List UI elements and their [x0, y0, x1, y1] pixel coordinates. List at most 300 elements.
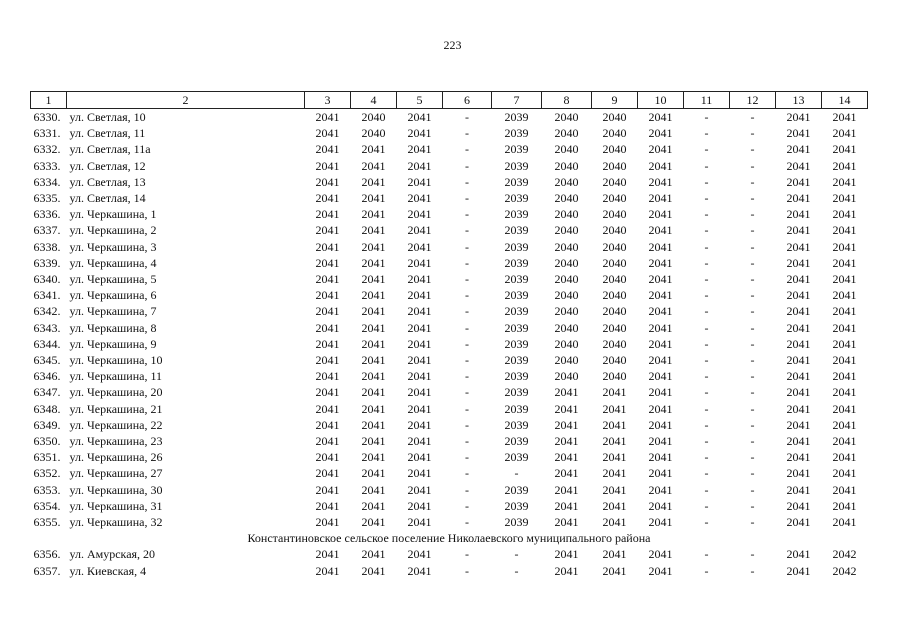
- year-cell-14: 2041: [832, 417, 857, 432]
- year-cell-13: 2041: [786, 498, 811, 513]
- year-cell-4: 2041: [361, 142, 386, 157]
- year-cell-14: 2041: [832, 191, 857, 206]
- year-cell-9: 2041: [602, 385, 627, 400]
- year-cell-7: 2039: [504, 450, 529, 465]
- year-cell-7: 2039: [504, 482, 529, 497]
- table-row: [31, 239, 868, 255]
- year-cell-10: 2041: [648, 158, 673, 173]
- year-cell-10: 2041: [648, 272, 673, 287]
- year-cell-7: 2039: [504, 515, 529, 530]
- year-cell-10: 2041: [648, 547, 673, 562]
- table-row: [31, 498, 868, 514]
- year-cell-7: -: [514, 466, 519, 481]
- year-cell-4: 2041: [361, 385, 386, 400]
- year-cell-12: -: [750, 482, 755, 497]
- year-cell-11: -: [704, 450, 709, 465]
- year-cell-14: 2041: [832, 223, 857, 238]
- year-cell-11: -: [704, 515, 709, 530]
- address-cell: ул. Киевская, 4: [69, 563, 147, 578]
- year-cell-6: -: [465, 401, 469, 416]
- year-cell-9: 2041: [602, 547, 627, 562]
- year-cell-6: -: [465, 369, 469, 384]
- year-cell-6: -: [465, 272, 469, 287]
- year-cell-5: 2041: [407, 369, 432, 384]
- year-cell-10: 2041: [648, 434, 673, 449]
- year-cell-14: 2041: [832, 320, 857, 335]
- year-cell-9: 2040: [602, 174, 627, 189]
- table-body: [31, 92, 868, 579]
- column-header-13: 13: [776, 92, 822, 109]
- year-cell-10: 2041: [648, 563, 673, 578]
- table-row: [31, 206, 868, 222]
- table-row: [31, 174, 868, 190]
- year-cell-13: 2041: [786, 385, 811, 400]
- year-cell-3: 2041: [315, 110, 340, 124]
- year-cell-8: 2040: [554, 304, 579, 319]
- year-cell-5: 2041: [407, 304, 432, 319]
- year-cell-10: 2041: [648, 353, 673, 368]
- address-cell: ул. Черкашина, 26: [69, 450, 163, 465]
- year-cell-14: 2041: [832, 142, 857, 157]
- year-cell-11: -: [704, 482, 709, 497]
- year-cell-9: 2041: [602, 401, 627, 416]
- year-cell-9: 2040: [602, 239, 627, 254]
- year-cell-8: 2041: [554, 385, 579, 400]
- year-cell-12: -: [750, 401, 755, 416]
- table-row: [31, 401, 868, 417]
- year-cell-5: 2041: [407, 450, 432, 465]
- year-cell-12: -: [750, 385, 755, 400]
- year-cell-14: 2041: [832, 369, 857, 384]
- year-cell-9: 2040: [602, 369, 627, 384]
- row-number: 6356.: [33, 547, 61, 562]
- year-cell-14: 2041: [832, 304, 857, 319]
- year-cell-11: -: [704, 547, 709, 562]
- table-row: [31, 303, 868, 319]
- year-cell-8: 2040: [554, 191, 579, 206]
- year-cell-12: -: [750, 304, 755, 319]
- year-cell-7: -: [514, 563, 519, 578]
- year-cell-11: -: [704, 320, 709, 335]
- year-cell-6: -: [465, 515, 469, 530]
- year-cell-8: 2041: [554, 434, 579, 449]
- year-cell-8: 2040: [554, 336, 579, 351]
- year-cell-6: -: [465, 336, 469, 351]
- year-cell-4: 2041: [361, 498, 386, 513]
- year-cell-8: 2040: [554, 255, 579, 270]
- year-cell-5: 2041: [407, 223, 432, 238]
- year-cell-14: 2041: [832, 110, 857, 124]
- year-cell-13: 2041: [786, 563, 811, 578]
- year-cell-7: 2039: [504, 174, 529, 189]
- table-row: [31, 271, 868, 287]
- year-cell-6: -: [465, 223, 469, 238]
- row-number: 6336.: [33, 207, 61, 222]
- year-cell-11: -: [704, 272, 709, 287]
- year-cell-7: 2039: [504, 434, 529, 449]
- column-header-12: 12: [730, 92, 776, 109]
- year-cell-12: -: [750, 369, 755, 384]
- year-cell-13: 2041: [786, 547, 811, 562]
- year-cell-8: 2040: [554, 174, 579, 189]
- year-cell-12: -: [750, 450, 755, 465]
- row-number: 6342.: [33, 304, 61, 319]
- table-row: [31, 465, 868, 481]
- year-cell-6: -: [465, 158, 469, 173]
- year-cell-8: 2041: [554, 450, 579, 465]
- section-title: Константиновское сельское поселение Николаевского муниципального района: [247, 531, 651, 546]
- year-cell-5: 2041: [407, 466, 432, 481]
- year-cell-9: 2040: [602, 336, 627, 351]
- year-cell-4: 2041: [361, 336, 386, 351]
- year-cell-6: -: [465, 288, 469, 303]
- year-cell-10: 2041: [648, 142, 673, 157]
- year-cell-9: 2041: [602, 466, 627, 481]
- row-number: 6345.: [33, 353, 61, 368]
- year-cell-5: 2041: [407, 191, 432, 206]
- year-cell-13: 2041: [786, 450, 811, 465]
- address-cell: ул. Светлая, 14: [69, 191, 146, 206]
- year-cell-14: 2041: [832, 174, 857, 189]
- row-number: 6332.: [33, 142, 61, 157]
- address-cell: ул. Черкашина, 27: [69, 466, 163, 481]
- year-cell-5: 2041: [407, 482, 432, 497]
- address-cell: ул. Светлая, 12: [69, 158, 146, 173]
- year-cell-11: -: [704, 304, 709, 319]
- year-cell-11: -: [704, 563, 709, 578]
- year-cell-9: 2040: [602, 272, 627, 287]
- year-cell-5: 2041: [407, 417, 432, 432]
- year-cell-4: 2040: [361, 110, 386, 124]
- row-number: 6330.: [33, 110, 61, 124]
- year-cell-5: 2041: [407, 401, 432, 416]
- year-cell-8: 2040: [554, 272, 579, 287]
- year-cell-14: 2041: [832, 353, 857, 368]
- year-cell-14: 2041: [832, 385, 857, 400]
- year-cell-5: 2041: [407, 498, 432, 513]
- table-row: [31, 433, 868, 449]
- year-cell-14: 2041: [832, 207, 857, 222]
- year-cell-11: -: [704, 191, 709, 206]
- address-cell: ул. Черкашина, 11: [69, 369, 163, 384]
- year-cell-13: 2041: [786, 417, 811, 432]
- year-cell-3: 2041: [315, 563, 340, 578]
- year-cell-3: 2041: [315, 239, 340, 254]
- year-cell-4: 2041: [361, 191, 386, 206]
- year-cell-9: 2041: [602, 482, 627, 497]
- row-number: 6357.: [33, 563, 61, 578]
- row-number: 6333.: [33, 158, 61, 173]
- year-cell-9: 2041: [602, 434, 627, 449]
- year-cell-9: 2040: [602, 304, 627, 319]
- year-cell-6: -: [465, 385, 469, 400]
- year-cell-10: 2041: [648, 417, 673, 432]
- row-number: 6352.: [33, 466, 61, 481]
- year-cell-10: 2041: [648, 126, 673, 141]
- year-cell-3: 2041: [315, 142, 340, 157]
- year-cell-6: -: [465, 191, 469, 206]
- year-cell-7: 2039: [504, 158, 529, 173]
- year-cell-9: 2040: [602, 191, 627, 206]
- year-cell-13: 2041: [786, 158, 811, 173]
- year-cell-6: -: [465, 304, 469, 319]
- year-cell-5: 2041: [407, 547, 432, 562]
- year-cell-8: 2041: [554, 498, 579, 513]
- table-row: [31, 417, 868, 433]
- year-cell-12: -: [750, 353, 755, 368]
- year-cell-6: -: [465, 417, 469, 432]
- year-cell-14: 2041: [832, 498, 857, 513]
- year-cell-3: 2041: [315, 482, 340, 497]
- year-cell-12: -: [750, 191, 755, 206]
- year-cell-6: -: [465, 174, 469, 189]
- year-cell-7: 2039: [504, 498, 529, 513]
- year-cell-8: 2040: [554, 110, 579, 124]
- row-number: 6343.: [33, 320, 61, 335]
- year-cell-11: -: [704, 158, 709, 173]
- year-cell-13: 2041: [786, 142, 811, 157]
- year-cell-6: -: [465, 563, 469, 578]
- table-row: [31, 563, 868, 579]
- year-cell-4: 2041: [361, 288, 386, 303]
- row-number: 6349.: [33, 417, 61, 432]
- year-cell-14: 2041: [832, 126, 857, 141]
- year-cell-13: 2041: [786, 207, 811, 222]
- year-cell-10: 2041: [648, 369, 673, 384]
- year-cell-13: 2041: [786, 353, 811, 368]
- year-cell-12: -: [750, 434, 755, 449]
- year-cell-4: 2041: [361, 174, 386, 189]
- year-cell-5: 2041: [407, 174, 432, 189]
- year-cell-11: -: [704, 110, 709, 124]
- year-cell-11: -: [704, 434, 709, 449]
- year-cell-3: 2041: [315, 353, 340, 368]
- year-cell-14: 2041: [832, 272, 857, 287]
- column-header-7: 7: [492, 92, 542, 109]
- year-cell-14: 2041: [832, 515, 857, 530]
- year-cell-3: 2041: [315, 255, 340, 270]
- year-cell-3: 2041: [315, 158, 340, 173]
- address-cell: ул. Черкашина, 2: [69, 223, 157, 238]
- year-cell-12: -: [750, 110, 755, 124]
- year-cell-12: -: [750, 466, 755, 481]
- row-number: 6335.: [33, 191, 61, 206]
- year-cell-3: 2041: [315, 498, 340, 513]
- year-cell-8: 2040: [554, 369, 579, 384]
- year-cell-13: 2041: [786, 255, 811, 270]
- year-cell-14: 2041: [832, 288, 857, 303]
- year-cell-13: 2041: [786, 401, 811, 416]
- row-number: 6350.: [33, 434, 61, 449]
- table-row: [31, 449, 868, 465]
- year-cell-12: -: [750, 547, 755, 562]
- year-cell-13: 2041: [786, 336, 811, 351]
- year-cell-8: 2041: [554, 417, 579, 432]
- year-cell-6: -: [465, 466, 469, 481]
- year-cell-3: 2041: [315, 223, 340, 238]
- address-cell: ул. Черкашина, 8: [69, 320, 157, 335]
- address-cell: ул. Черкашина, 3: [69, 239, 157, 254]
- year-cell-4: 2041: [361, 255, 386, 270]
- year-cell-3: 2041: [315, 126, 340, 141]
- year-cell-6: -: [465, 498, 469, 513]
- table-row: [31, 368, 868, 384]
- column-header-2: 2: [67, 92, 305, 109]
- year-cell-5: 2041: [407, 336, 432, 351]
- year-cell-12: -: [750, 174, 755, 189]
- year-cell-4: 2041: [361, 369, 386, 384]
- address-cell: ул. Черкашина, 31: [69, 498, 163, 513]
- year-cell-3: 2041: [315, 547, 340, 562]
- year-cell-3: 2041: [315, 417, 340, 432]
- year-cell-3: 2041: [315, 369, 340, 384]
- row-number: 6338.: [33, 239, 61, 254]
- year-cell-4: 2041: [361, 272, 386, 287]
- year-cell-8: 2040: [554, 320, 579, 335]
- year-cell-5: 2041: [407, 434, 432, 449]
- table-row: [31, 222, 868, 238]
- year-cell-8: 2041: [554, 401, 579, 416]
- table-row: [31, 158, 868, 174]
- address-cell: ул. Светлая, 13: [69, 174, 146, 189]
- year-cell-10: 2041: [648, 207, 673, 222]
- year-cell-11: -: [704, 174, 709, 189]
- year-cell-10: 2041: [648, 239, 673, 254]
- year-cell-8: 2041: [554, 482, 579, 497]
- address-cell: ул. Черкашина, 9: [69, 336, 157, 351]
- year-cell-8: 2040: [554, 142, 579, 157]
- year-cell-9: 2040: [602, 288, 627, 303]
- year-cell-6: -: [465, 434, 469, 449]
- year-cell-9: 2041: [602, 498, 627, 513]
- year-cell-9: 2041: [602, 450, 627, 465]
- column-header-11: 11: [684, 92, 730, 109]
- year-cell-12: -: [750, 498, 755, 513]
- year-cell-13: 2041: [786, 239, 811, 254]
- year-cell-3: 2041: [315, 466, 340, 481]
- year-cell-7: 2039: [504, 142, 529, 157]
- year-cell-10: 2041: [648, 498, 673, 513]
- year-cell-4: 2041: [361, 417, 386, 432]
- year-cell-11: -: [704, 239, 709, 254]
- year-cell-4: 2041: [361, 482, 386, 497]
- year-cell-4: 2041: [361, 563, 386, 578]
- address-cell: ул. Черкашина, 6: [69, 288, 157, 303]
- year-cell-4: 2041: [361, 401, 386, 416]
- year-cell-11: -: [704, 417, 709, 432]
- year-cell-12: -: [750, 563, 755, 578]
- year-cell-13: 2041: [786, 223, 811, 238]
- year-cell-11: -: [704, 142, 709, 157]
- table-row: [31, 352, 868, 368]
- row-number: 6347.: [33, 385, 61, 400]
- year-cell-7: 2039: [504, 207, 529, 222]
- table-row: [31, 255, 868, 271]
- year-cell-11: -: [704, 369, 709, 384]
- address-cell: ул. Черкашина, 32: [69, 515, 163, 530]
- row-number: 6339.: [33, 255, 61, 270]
- column-header-9: 9: [592, 92, 638, 109]
- data-table: [30, 91, 868, 579]
- year-cell-14: 2041: [832, 466, 857, 481]
- year-cell-5: 2041: [407, 272, 432, 287]
- year-cell-5: 2041: [407, 353, 432, 368]
- year-cell-4: 2041: [361, 223, 386, 238]
- year-cell-4: 2041: [361, 434, 386, 449]
- year-cell-7: 2039: [504, 369, 529, 384]
- year-cell-6: -: [465, 110, 469, 124]
- year-cell-4: 2041: [361, 304, 386, 319]
- year-cell-13: 2041: [786, 304, 811, 319]
- year-cell-10: 2041: [648, 288, 673, 303]
- year-cell-7: 2039: [504, 239, 529, 254]
- year-cell-7: 2039: [504, 110, 529, 124]
- column-header-14: 14: [822, 92, 868, 109]
- year-cell-13: 2041: [786, 174, 811, 189]
- year-cell-7: 2039: [504, 304, 529, 319]
- year-cell-12: -: [750, 142, 755, 157]
- year-cell-13: 2041: [786, 482, 811, 497]
- year-cell-8: 2040: [554, 239, 579, 254]
- year-cell-12: -: [750, 417, 755, 432]
- row-number: 6351.: [33, 450, 61, 465]
- year-cell-3: 2041: [315, 207, 340, 222]
- year-cell-7: 2039: [504, 336, 529, 351]
- year-cell-6: -: [465, 126, 469, 141]
- year-cell-11: -: [704, 336, 709, 351]
- year-cell-12: -: [750, 255, 755, 270]
- year-cell-14: 2041: [832, 158, 857, 173]
- table-row: [31, 336, 868, 352]
- year-cell-13: 2041: [786, 126, 811, 141]
- row-number: 6348.: [33, 401, 61, 416]
- year-cell-3: 2041: [315, 288, 340, 303]
- table-row: [31, 546, 868, 562]
- year-cell-11: -: [704, 126, 709, 141]
- table-row: [31, 320, 868, 336]
- year-cell-14: 2041: [832, 482, 857, 497]
- year-cell-7: -: [514, 547, 519, 562]
- year-cell-11: -: [704, 255, 709, 270]
- year-cell-5: 2041: [407, 563, 432, 578]
- year-cell-14: 2041: [832, 255, 857, 270]
- year-cell-7: 2039: [504, 272, 529, 287]
- year-cell-4: 2040: [361, 126, 386, 141]
- year-cell-12: -: [750, 223, 755, 238]
- year-cell-3: 2041: [315, 191, 340, 206]
- year-cell-3: 2041: [315, 336, 340, 351]
- year-cell-4: 2041: [361, 353, 386, 368]
- year-cell-14: 2042: [832, 547, 857, 562]
- year-cell-9: 2040: [602, 142, 627, 157]
- table-row: [31, 287, 868, 303]
- year-cell-14: 2042: [832, 563, 857, 578]
- row-number: 6354.: [33, 498, 61, 513]
- year-cell-12: -: [750, 288, 755, 303]
- address-cell: ул. Черкашина, 30: [69, 482, 163, 497]
- year-cell-4: 2041: [361, 320, 386, 335]
- year-cell-9: 2040: [602, 223, 627, 238]
- address-cell: ул. Черкашина, 23: [69, 434, 163, 449]
- address-cell: ул. Черкашина, 5: [69, 272, 157, 287]
- year-cell-12: -: [750, 126, 755, 141]
- year-cell-7: 2039: [504, 288, 529, 303]
- year-cell-9: 2041: [602, 417, 627, 432]
- year-cell-8: 2040: [554, 207, 579, 222]
- year-cell-3: 2041: [315, 515, 340, 530]
- year-cell-6: -: [465, 547, 469, 562]
- year-cell-14: 2041: [832, 401, 857, 416]
